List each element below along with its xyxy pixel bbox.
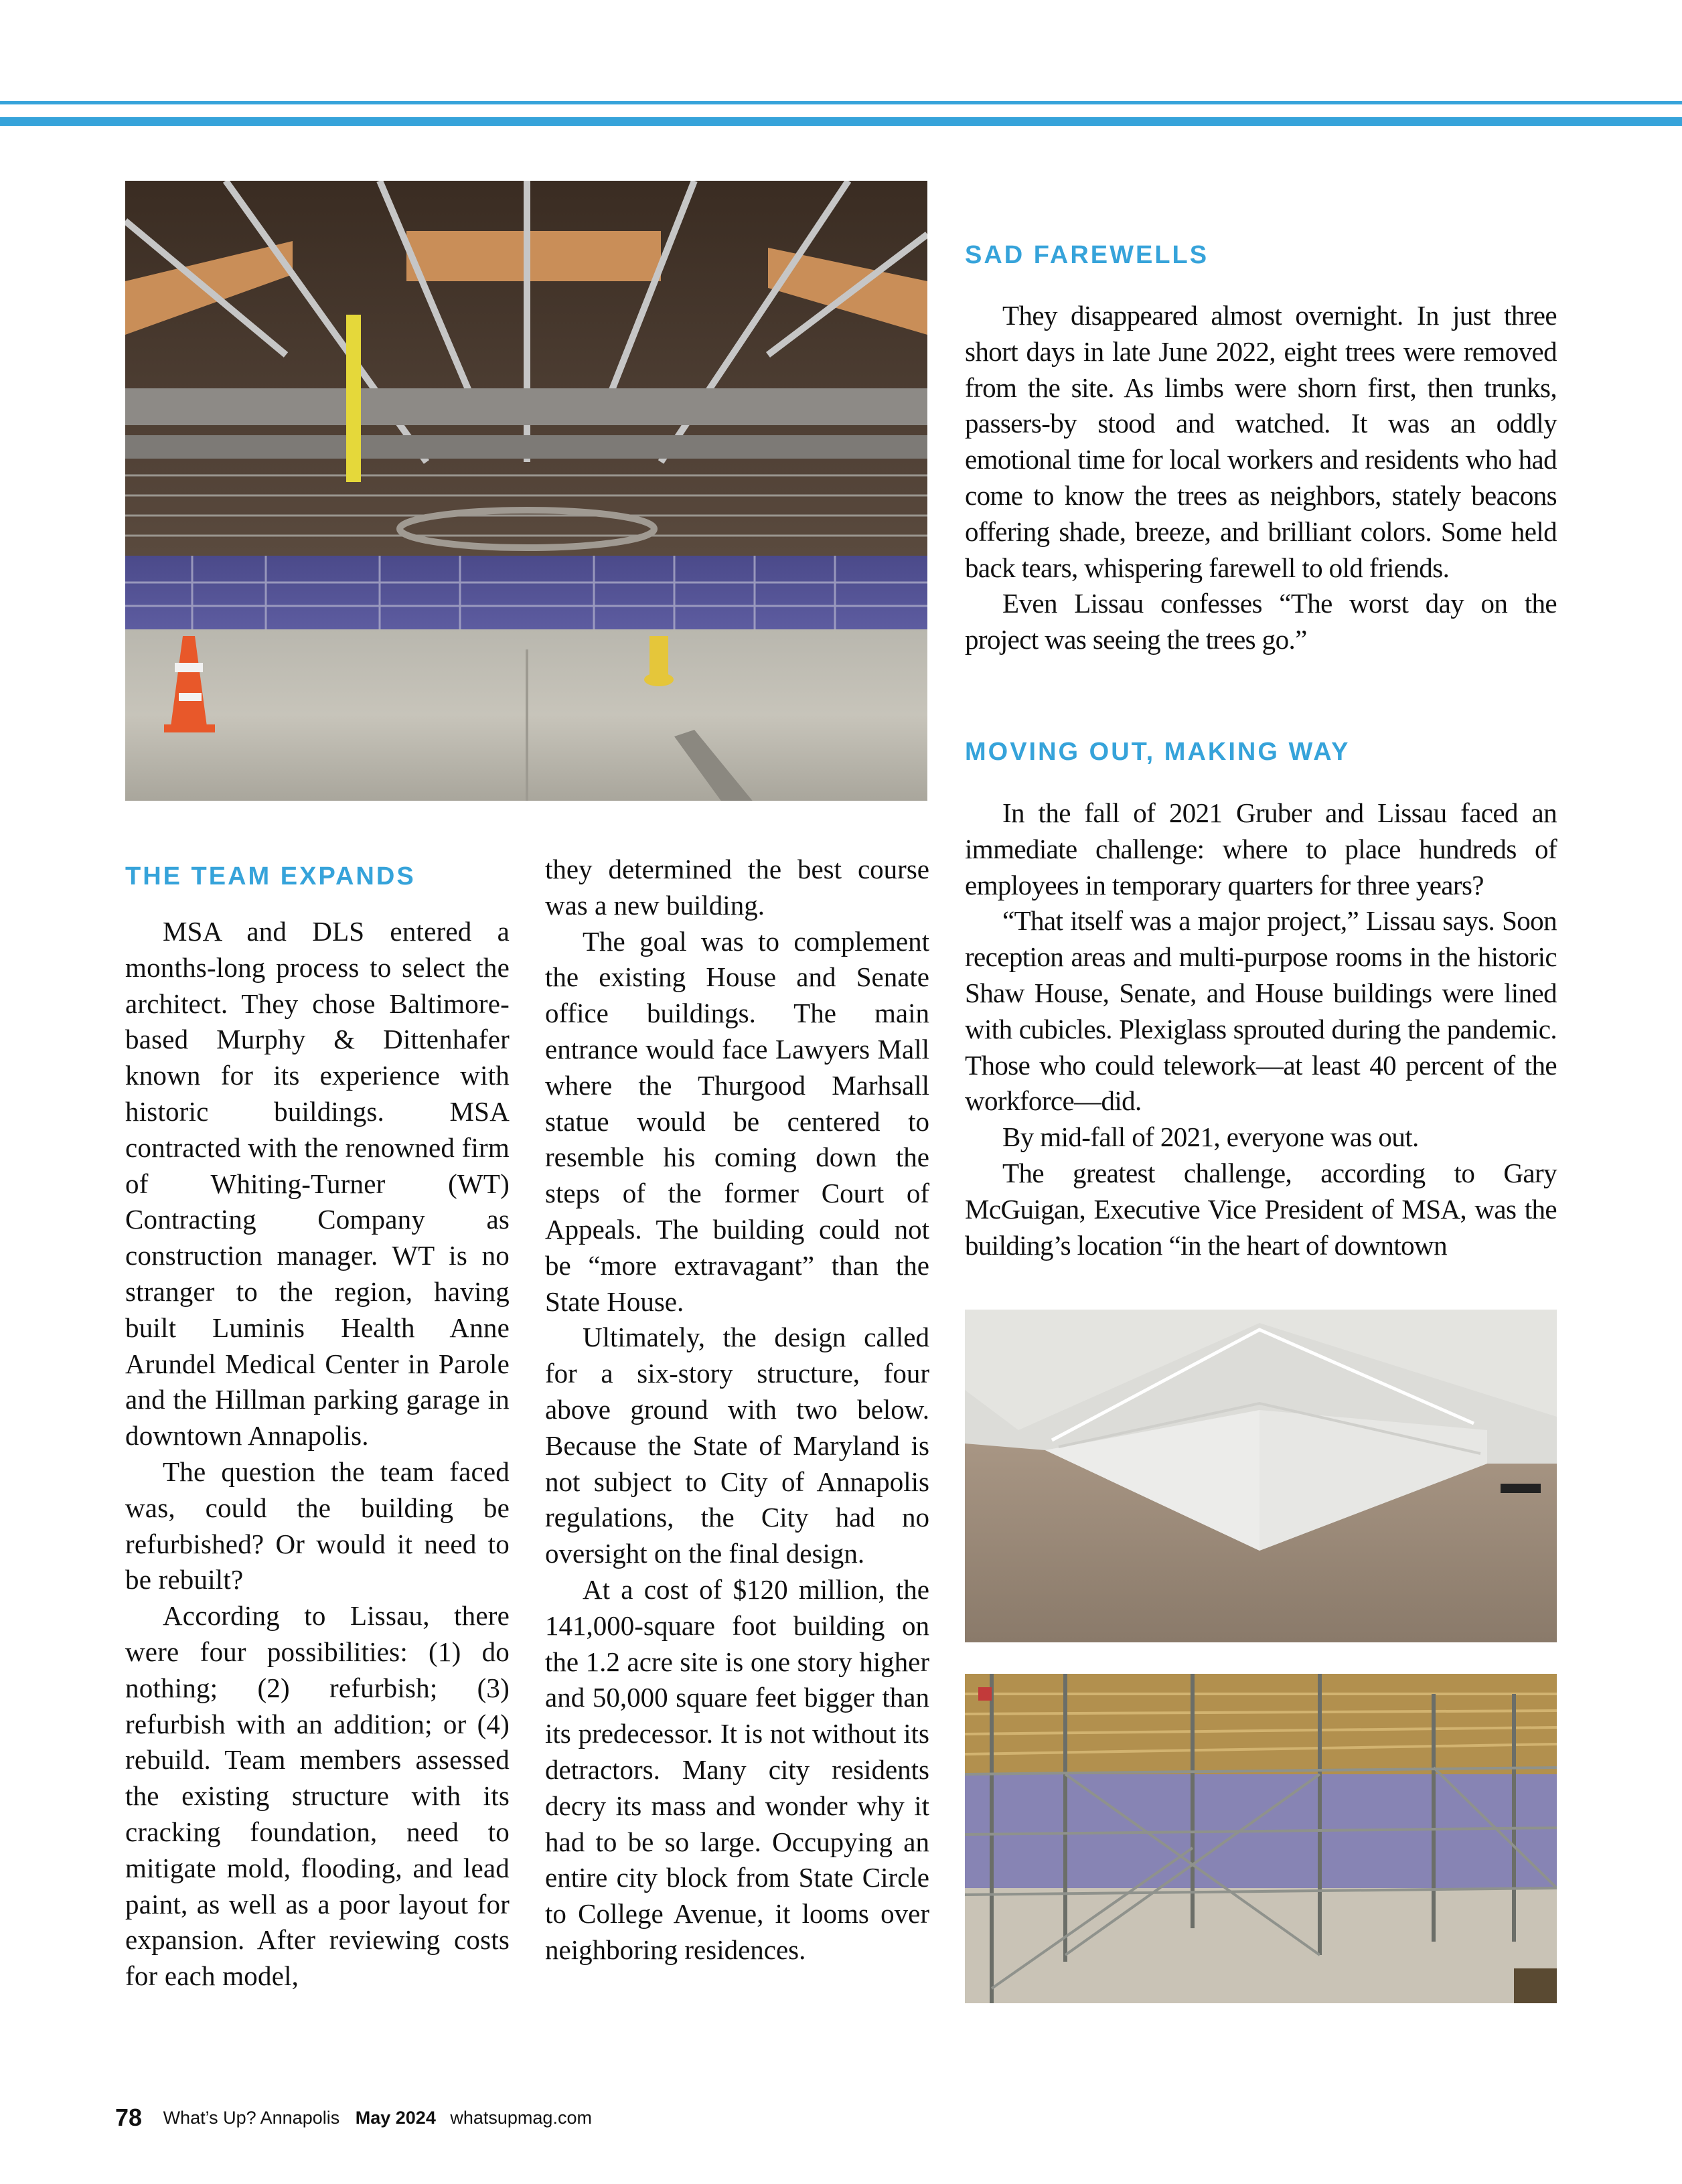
website-link[interactable]: whatsupmag.com [450, 2108, 592, 2128]
header-rule-thin [0, 101, 1682, 104]
paragraph: According to Lissau, there were four possibilities: (1) do nothing; (2) refurbish; (3) refurbish with an addition; or (4) rebuild. Team members assessed the existing structure with its cracking foundation, need to mitigate mold, flooding, and lead paint, as well as a poor layout for expansion. After reviewing costs for each model, [125, 1600, 510, 1992]
paragraph: By mid-fall of 2021, everyone was out. [1002, 1121, 1419, 1153]
paragraph: They disappeared almost overnight. In just three short days in late June 2022, eight trees were removed from the site. As limbs were shorn first, then trunks, passers-by stood and watched. It was an oddly emotional time for local workers and residents who had come to know the trees as neighbors, stately beacons offering shade, breeze, and brilliant colors. Some held back tears, whispering farewell to old friends. [965, 300, 1557, 583]
photo-finished-white-room-graphic [965, 1310, 1557, 1642]
paragraph: The goal was to complement the existing House and Senate office buildings. The main entrance would face Lawyers Mall where the Thurgood Marhsall statue would be centered to resemble his coming down the steps of the former Court of Appeals. The building could not be “more extravagant” than the State House. [545, 925, 929, 1317]
photo-gutted-interior [125, 181, 927, 801]
paragraph: MSA and DLS entered a months-long process to select the architect. They chose Baltimore-based Murphy & Dittenhafer known for its experience with historic buildings. MSA contracted with the renowned firm of Whiting-Turner (WT) Contracting Company as construction manager. WT is no stranger to the region, having built Luminis Health Anne Arundel Medical Center in Parole and the Hillman parking garage in downtown Annapolis. [125, 916, 510, 1452]
article-column-sad-farewells [965, 298, 1557, 658]
article-column-1 [125, 914, 510, 1995]
heading-moving-out: MOVING OUT, MAKING WAY [965, 738, 1351, 766]
heading-team-expands: THE TEAM EXPANDS [125, 862, 416, 890]
paragraph: The question the team faced was, could the building be refurbished? Or would it need to be rebuilt? [125, 1456, 510, 1595]
photo-gutted-interior-graphic [125, 181, 927, 801]
photo-finished-white-room [965, 1310, 1557, 1642]
paragraph: In the fall of 2021 Gruber and Lissau faced an immediate challenge: where to place hundreds of employees in temporary quarters for three years? [965, 797, 1557, 901]
paragraph: they determined the best course was a new building. [545, 854, 929, 921]
publication-name: What’s Up? Annapolis [163, 2108, 340, 2128]
page-footer [115, 2104, 592, 2132]
article-column-2 [545, 852, 929, 1968]
article-column-moving-out [965, 795, 1557, 1263]
photo-scaffolding-graphic [965, 1674, 1557, 2003]
header-rule-thick [0, 117, 1682, 126]
paragraph: “That itself was a major project,” Lissau says. Soon reception areas and multi-purpose rooms in the historic Shaw House, Senate, and House buildings were lined with cubicles. Plexiglass sprouted during the pandemic. Those who could telework—at least 40 percent of the workforce—did. [965, 905, 1557, 1117]
paragraph: Ultimately, the design called for a six-story structure, four above ground with two below. Because the State of Maryland is not subject to City of Annapolis regulations, the City had no oversight on the final design. [545, 1322, 929, 1569]
page-number: 78 [115, 2104, 143, 2131]
heading-sad-farewells: SAD FAREWELLS [965, 241, 1209, 269]
paragraph: The greatest challenge, according to Gary McGuigan, Executive Vice President of MSA, was the building’s location “in the heart of downtown [965, 1157, 1557, 1261]
paragraph: At a cost of $120 million, the 141,000-square foot building on the 1.2 acre site is one story higher and 50,000 square feet bigger than its predecessor. It is not without its detractors. Many city residents decry its mass and wonder why it had to be so large. Occupying an entire city block from State Circle to College Avenue, it looms over neighboring residences. [545, 1573, 929, 1965]
paragraph: Even Lissau confesses “The worst day on the project was seeing the trees go.” [965, 588, 1557, 655]
issue-date: May 2024 [355, 2108, 436, 2128]
photo-scaffolding [965, 1674, 1557, 2003]
